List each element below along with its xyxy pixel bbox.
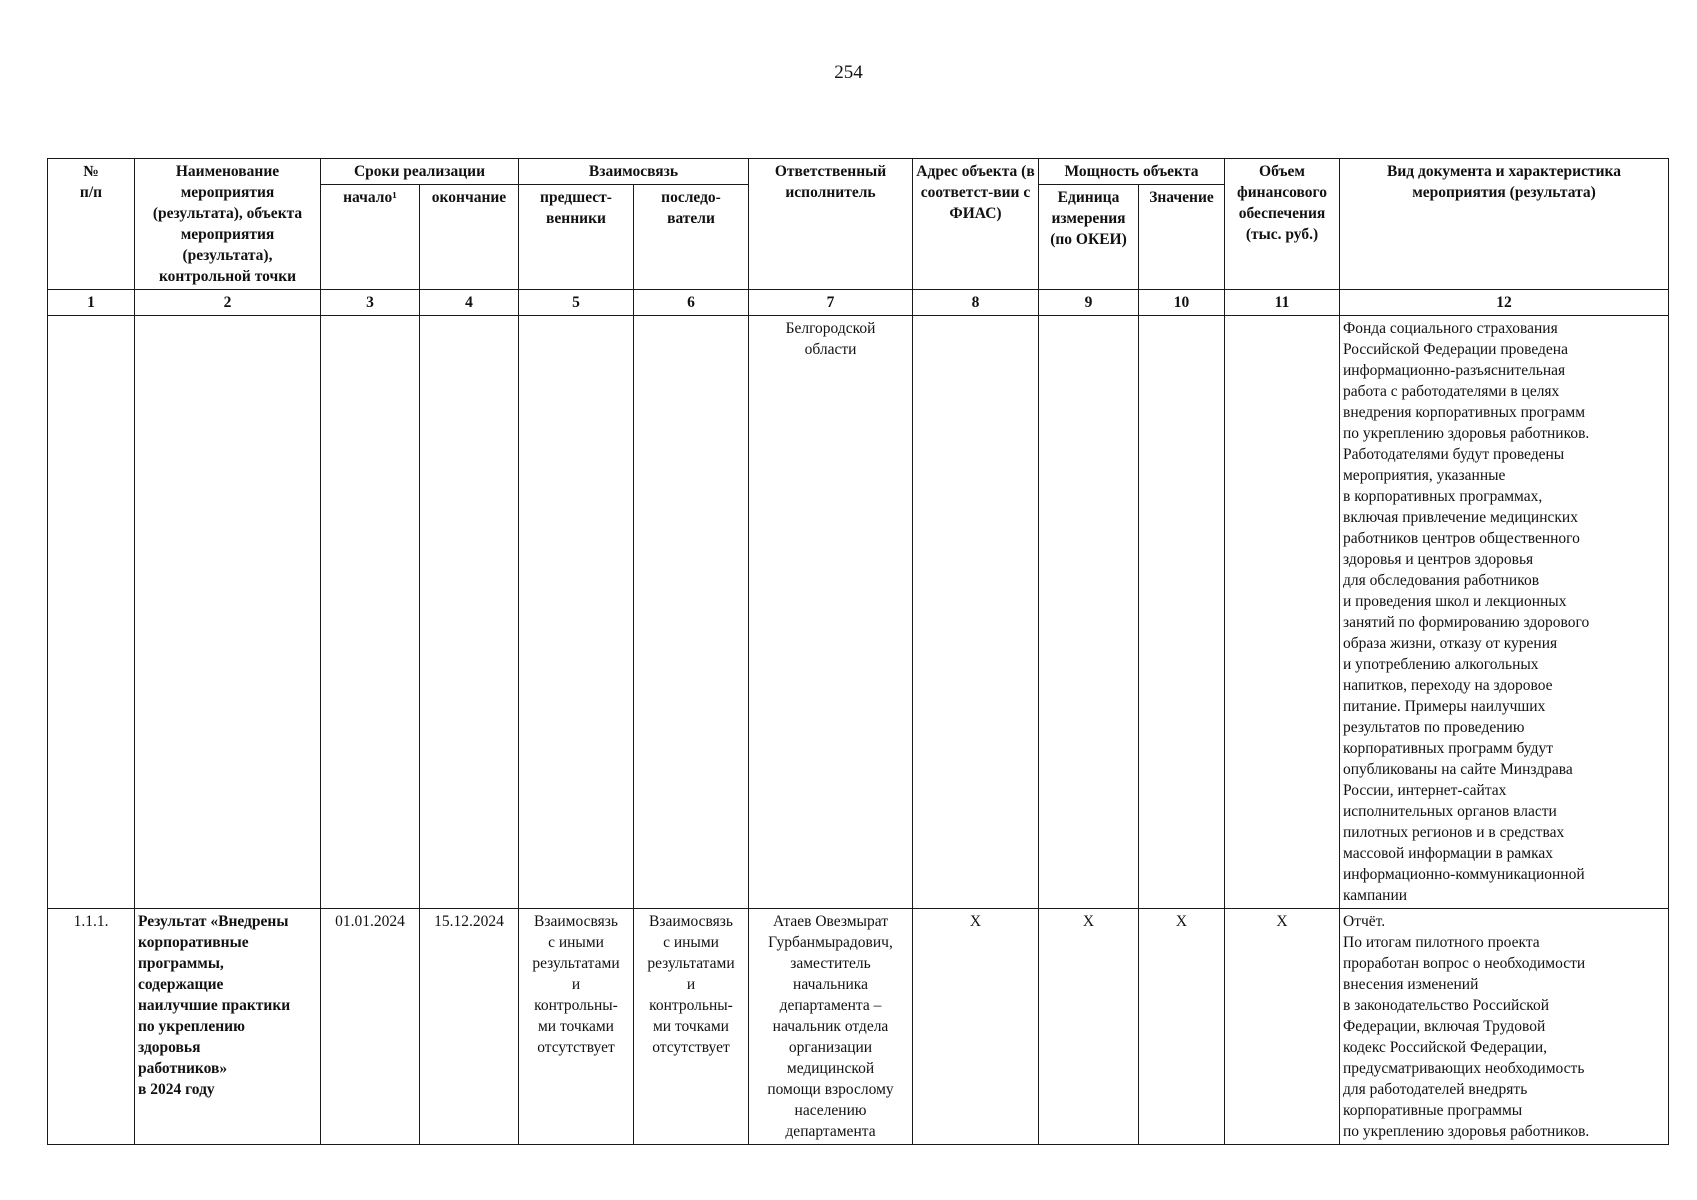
page-number: 254 [834,62,863,83]
column-number: 2 [135,290,321,316]
header-finance: Объем финансового обеспечения (тыс. руб.) [1225,159,1340,290]
cell-unit: Х [1039,909,1139,1145]
column-number: 4 [420,290,519,316]
cell-end [420,316,519,909]
header-capacity: Мощность объекта [1039,159,1225,185]
header-successors: последо- ватели [634,185,749,290]
column-number: 9 [1039,290,1139,316]
header-name: Наименование мероприятия (результата), объекта мероприятия (результата), контрольной точки [135,159,321,290]
table-row [48,316,1669,909]
header-responsible: Ответственный исполнитель [749,159,913,290]
cell-predecessors [519,316,634,909]
cell-end: 15.12.2024 [420,909,519,1145]
cell-doc: Фонда социального страхования Российской Федерации проведена информационно-разъяснительная работа с работодателями в целях внедрения корпоративных программ по укреплению здоровья работников. Работодателями будут проведены мероприятия, указанные в корпоративных программах, включая привлечение медицинских работников центров общественного здоровья и центров здоровья для обследования работников и проведения школ и лекционных занятий по формированию здорового образа жизни, отказу от курения и употреблению алкогольных напитков, переходу на здоровое питание. Примеры наилучших результатов по проведению корпоративных программ будут опубликованы на сайте Минздрава России, интернет-сайтах исполнительных органов власти пилотных регионов и в средствах массовой информации в рамках информационно-коммуникационной кампании [1340,316,1669,909]
column-number: 10 [1139,290,1225,316]
cell-unit [1039,316,1139,909]
header-terms: Сроки реализации [321,159,519,185]
cell-name [135,316,321,909]
cell-num: 1.1.1. [48,909,135,1145]
cell-successors: Взаимосвязь с иными результатами и контрольны- ми точками отсутствует [634,909,749,1145]
header-unit: Единица измерения (по ОКЕИ) [1039,185,1139,290]
cell-value: Х [1139,909,1225,1145]
cell-responsible: Белгородской области [749,316,913,909]
header-end: окончание [420,185,519,290]
header-start: начало¹ [321,185,420,290]
column-number: 6 [634,290,749,316]
header-doc: Вид документа и характеристика мероприятия (результата) [1340,159,1669,290]
cell-name: Результат «Внедрены корпоративные программы, содержащие наилучшие практики по укреплению здоровья работников» в 2024 году [135,909,321,1145]
column-number: 3 [321,290,420,316]
header-link: Взаимосвязь [519,159,749,185]
cell-start [321,316,420,909]
cell-doc: Отчёт. По итогам пилотного проекта проработан вопрос о необходимости внесения изменений в законодательство Российской Федерации, включая Трудовой кодекс Российской Федерации, предусматривающих необходимость для работодателей внедрять корпоративные программы по укреплению здоровья работников. [1340,909,1669,1145]
column-number: 11 [1225,290,1340,316]
cell-predecessors: Взаимосвязь с иными результатами и контрольны- ми точками отсутствует [519,909,634,1145]
cell-value [1139,316,1225,909]
header-row-1 [48,159,1669,185]
column-number: 1 [48,290,135,316]
header-address: Адрес объекта (в соответст-вии с ФИАС) [913,159,1039,290]
column-number: 12 [1340,290,1669,316]
header-predecessors: предшест- венники [519,185,634,290]
column-number: 8 [913,290,1039,316]
cell-finance: Х [1225,909,1340,1145]
cell-responsible: Атаев Овезмырат Гурбанмырадович, заместитель начальника департамента – начальник отдела организации медицинской помощи взрослому населению департамента [749,909,913,1145]
plan-table [47,158,1669,1145]
cell-address [913,316,1039,909]
cell-address: Х [913,909,1039,1145]
header-value: Значение [1139,185,1225,290]
table-row [48,909,1669,1145]
cell-successors [634,316,749,909]
column-number: 5 [519,290,634,316]
cell-start: 01.01.2024 [321,909,420,1145]
column-numbers-row [48,290,1669,316]
column-number: 7 [749,290,913,316]
cell-num [48,316,135,909]
header-num: № п/п [48,159,135,290]
cell-finance [1225,316,1340,909]
